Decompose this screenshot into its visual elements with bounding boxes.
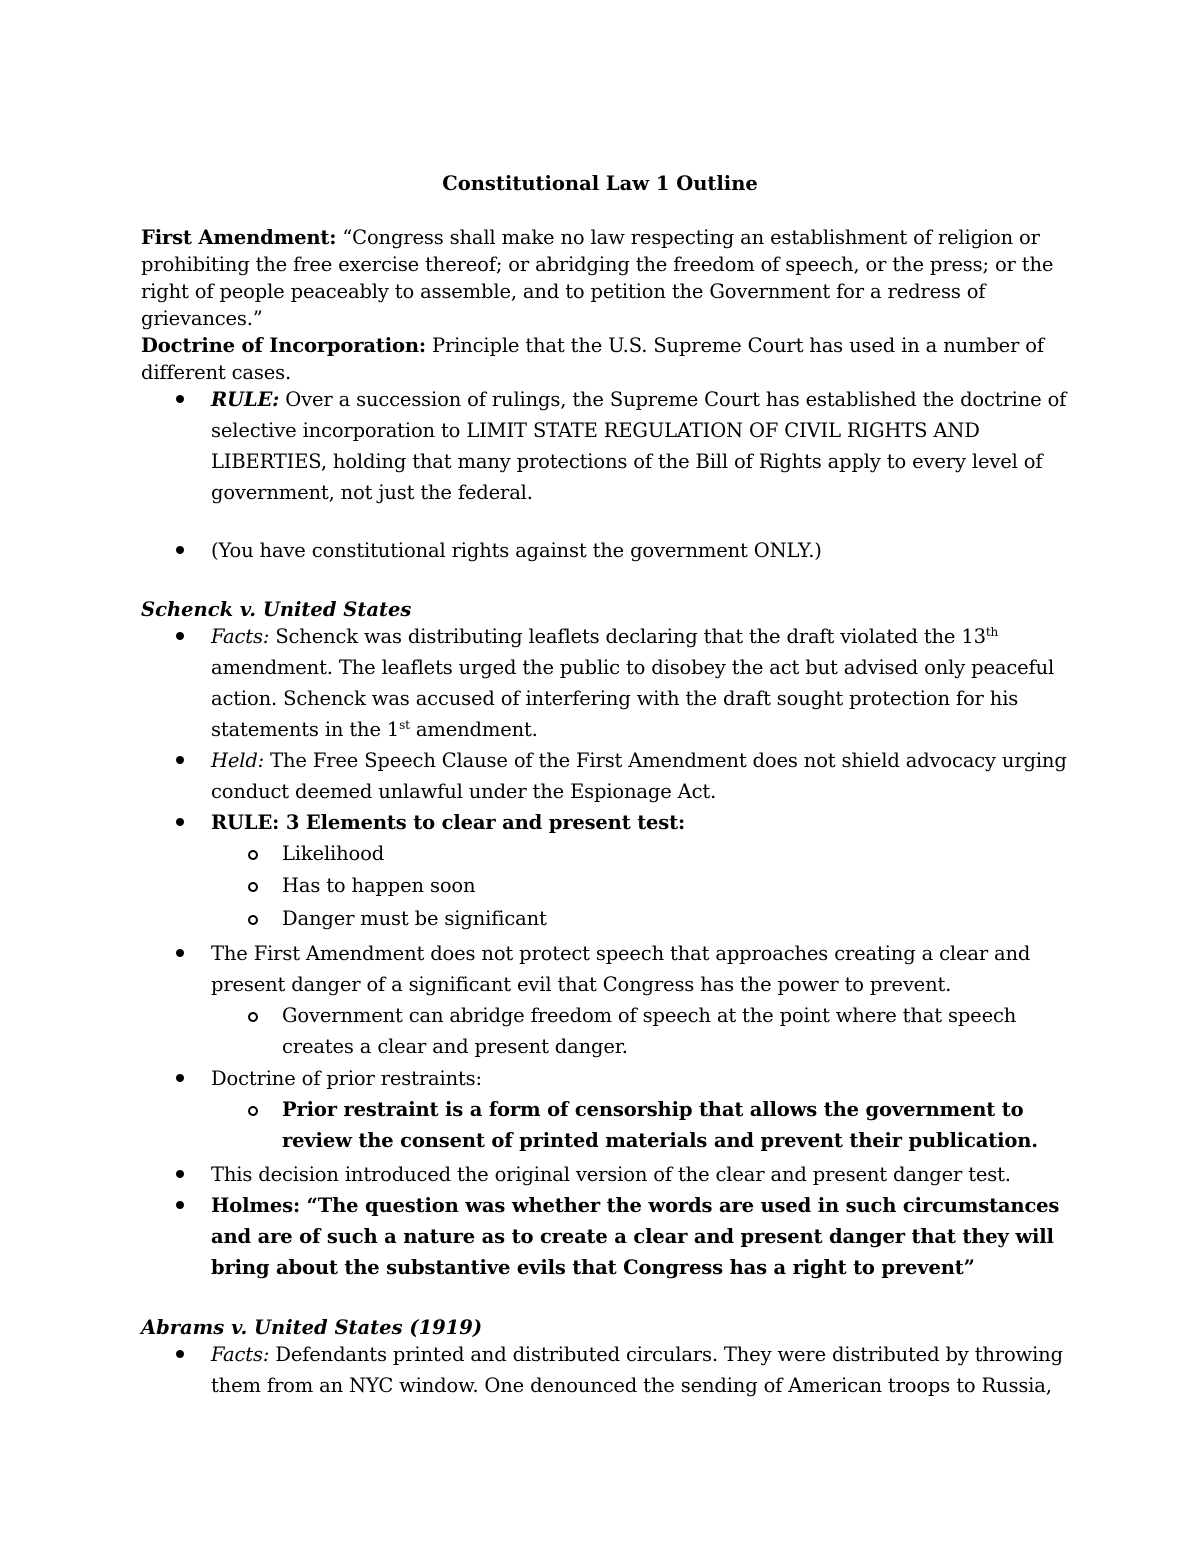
circle-bullet-icon bbox=[248, 850, 258, 860]
decision-note-item: This decision introduced the original version of the clear and present danger test. bbox=[211, 1163, 1011, 1186]
superscript-st: st bbox=[399, 718, 410, 732]
government-note-item: Government can abridge freedom of speech at the point where that speech creates a clear and present danger. bbox=[282, 1004, 1017, 1058]
superscript-th: th bbox=[985, 625, 999, 639]
abrams-heading: Abrams v. United States (1919) bbox=[141, 1316, 483, 1339]
schenck-rule-item: RULE: 3 Elements to clear and present test: bbox=[211, 811, 686, 834]
bullet-icon bbox=[176, 756, 184, 764]
prior-restraints-item: Doctrine of prior restraints: bbox=[211, 1067, 482, 1090]
bullet-icon bbox=[176, 632, 184, 640]
prior-restraint-definition: Prior restraint is a form of censorship that allows the government to review the consent of printed materials and prevent their publication. bbox=[282, 1098, 1038, 1152]
facts-text-b: amendment. The leaflets urged the public to disobey the act but advised only peaceful action. Schenck was accused of interfering with the draft sought protection for his statements in the 1 bbox=[211, 656, 1055, 741]
first-amendment-text: “Congress shall make no law respecting an establishment of religion or prohibiting the free exercise thereof; or abridging the freedom of speech, or the press; or the right of people peaceably to assemble, and to petition the Government for a redress of grievances.” bbox=[141, 226, 1054, 330]
bullet-icon bbox=[176, 1350, 184, 1358]
schenck-held-item bbox=[211, 745, 1071, 807]
rule-text: Over a succession of rulings, the Supreme Court has established the doctrine of selective incorporation to LIMIT STATE REGULATION OF CIVIL RIGHTS AND LIBERTIES, holding that many protections of the Bill of Rights apply to every level of government, not just the federal. bbox=[211, 388, 1067, 504]
bullet-icon bbox=[176, 546, 184, 554]
document-title: Constitutional Law 1 Outline bbox=[442, 172, 758, 195]
element-item: Likelihood bbox=[282, 842, 385, 865]
bullet-icon bbox=[176, 1201, 184, 1209]
circle-bullet-icon bbox=[248, 915, 258, 925]
incorporation-text: Principle that the U.S. Supreme Court has used in a number of different cases. bbox=[141, 334, 1044, 384]
bullet-icon bbox=[176, 949, 184, 957]
abrams-facts-label: Facts: bbox=[211, 1343, 270, 1366]
holmes-quote-item bbox=[211, 1190, 1071, 1283]
abrams-facts-text: Defendants printed and distributed circulars. They were distributed by throwing them from an NYC window. One denounced the sending of American troops to Russia, bbox=[211, 1343, 1063, 1397]
constitutional-rights-note: (You have constitutional rights against the government ONLY.) bbox=[211, 539, 822, 562]
incorporation-label: Doctrine of Incorporation: bbox=[141, 334, 426, 357]
facts-text-c: amendment. bbox=[409, 718, 538, 741]
circle-bullet-icon bbox=[248, 1106, 258, 1116]
circle-bullet-icon bbox=[248, 1012, 258, 1022]
circle-bullet-icon bbox=[248, 882, 258, 892]
element-item: Danger must be significant bbox=[282, 907, 547, 930]
rule-label: RULE: bbox=[211, 388, 280, 411]
schenck-heading: Schenck v. United States bbox=[141, 598, 412, 621]
held-text: The Free Speech Clause of the First Amendment does not shield advocacy urging conduct deemed unlawful under the Espionage Act. bbox=[211, 749, 1067, 803]
facts-text-a: Schenck was distributing leaflets declaring that the draft violated the 13 bbox=[269, 625, 986, 648]
incorporation-rule-item bbox=[211, 384, 1071, 508]
holmes-label: Holmes: bbox=[211, 1194, 301, 1217]
bullet-icon bbox=[176, 1074, 184, 1082]
bullet-icon bbox=[176, 1170, 184, 1178]
first-amendment-label: First Amendment: bbox=[141, 226, 337, 249]
abrams-facts-item bbox=[211, 1339, 1071, 1401]
first-amendment-note-item: The First Amendment does not protect speech that approaches creating a clear and present danger of a significant evil that Congress has the power to prevent. bbox=[211, 942, 1031, 996]
incorporation-paragraph bbox=[141, 332, 1066, 386]
element-item: Has to happen soon bbox=[282, 874, 476, 897]
bullet-icon bbox=[176, 818, 184, 826]
schenck-facts-item bbox=[211, 621, 1071, 745]
held-label: Held: bbox=[211, 749, 265, 772]
bullet-icon bbox=[176, 395, 184, 403]
facts-label: Facts: bbox=[211, 625, 270, 648]
holmes-quote: “The question was whether the words are used in such circumstances and are of such a nature as to create a clear and present danger that they will bring about the substantive evils that Congress has a right to prevent” bbox=[211, 1194, 1060, 1279]
first-amendment-paragraph bbox=[141, 224, 1066, 332]
